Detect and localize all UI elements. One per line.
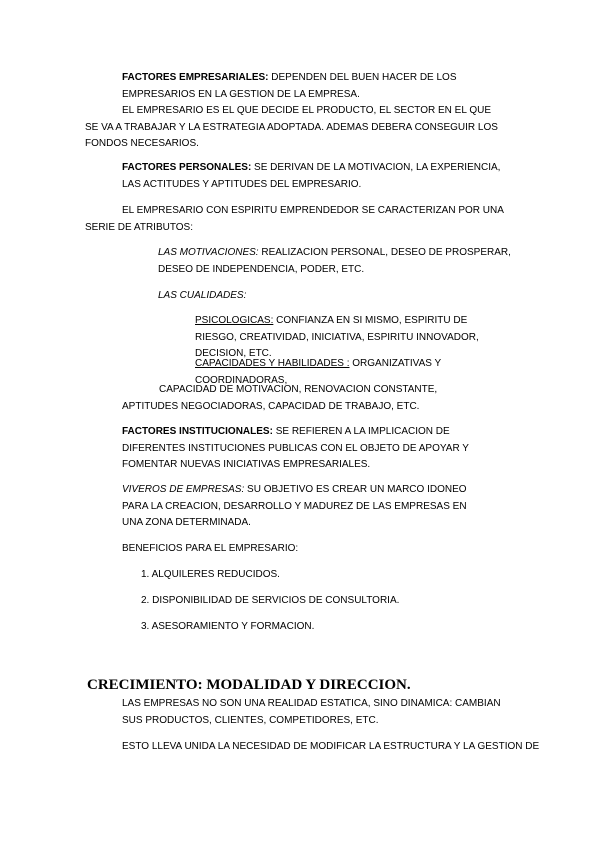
viveros-label: VIVEROS DE EMPRESAS: (122, 484, 245, 495)
factores-institucionales-paragraph (122, 424, 487, 474)
beneficios-title: BENEFICIOS PARA EL EMPRESARIO: (122, 543, 299, 554)
motivaciones-label: LAS MOTIVACIONES: (158, 247, 259, 258)
capacidades-label: CAPACIDADES Y HABILIDADES : (195, 358, 350, 369)
viveros-text: SU OBJETIVO ES CREAR UN MARCO IDONEO PARA LA CREACION, DESARROLLO Y MADUREZ DE LAS EMPRESAS EN UNA ZONA DETERMINADA. (122, 484, 467, 528)
factores-institucionales-label: FACTORES INSTITUCIONALES: (122, 426, 273, 437)
espiritu-emprendedor-paragraph: EL EMPRESARIO CON ESPIRITU EMPRENDEDOR SE CARACTERIZAN POR UNA SERIE DE ATRIBUTOS: (85, 205, 504, 233)
capacidades-text: ORGANIZATIVAS Y COORDINADORAS, (195, 358, 442, 386)
necesidad-paragraph: ESTO LLEVA UNIDA LA NECESIDAD DE MODIFICAR LA ESTRUCTURA Y LA GESTION DE (122, 741, 540, 752)
motivaciones-paragraph (158, 245, 518, 278)
factores-empresariales-text: DEPENDEN DEL BUEN HACER DE LOS EMPRESARIOS EN LA GESTION DE LA EMPRESA. (122, 72, 457, 100)
capacidad-motivacion-paragraph: CAPACIDAD DE MOTIVACION, RENOVACION CONSTANTE, APTITUDES NEGOCIADORAS, CAPACIDAD DE TRABAJO, ETC. (122, 384, 438, 412)
motivaciones-text: REALIZACION PERSONAL, DESEO DE PROSPERAR, DESEO DE INDEPENDENCIA, PODER, ETC. (158, 247, 511, 275)
empresas-dinamica-paragraph: LAS EMPRESAS NO SON UNA REALIDAD ESTATICA, SINO DINAMICA: CAMBIAN SUS PRODUCTOS, CLIENTES, COMPETIDORES, ETC. (122, 698, 501, 726)
empresario-decide-paragraph: EL EMPRESARIO ES EL QUE DECIDE EL PRODUCTO, EL SECTOR EN EL QUE SE VA A TRABAJAR Y LA ESTRATEGIA ADOPTADA. ADEMAS DEBERA CONSEGUIR LOS FONDOS NECESARIOS. (85, 105, 498, 149)
cualidades-label: LAS CUALIDADES: (158, 290, 247, 301)
list-item: 3. ASESORAMIENTO Y FORMACION. (141, 621, 315, 632)
factores-personales-label: FACTORES PERSONALES: (122, 162, 252, 173)
psicologicas-text: CONFIANZA EN SI MISMO, ESPIRITU DE RIESGO, CREATIVIDAD, INICIATIVA, ESPIRITU INNOVADOR, DECISION, ETC. (195, 315, 479, 359)
list-item: 2. DISPONIBILIDAD DE SERVICIOS DE CONSULTORIA. (141, 595, 400, 606)
beneficios-list (141, 567, 441, 636)
viveros-paragraph (122, 482, 484, 532)
factores-empresariales-paragraph (122, 70, 512, 103)
factores-institucionales-text: SE REFIEREN A LA IMPLICACION DE DIFERENTES INSTITUCIONES PUBLICAS CON EL OBJETO DE APOYAR Y FOMENTAR NUEVAS INICIATIVAS EMPRESARIALES. (122, 426, 469, 470)
factores-personales-text: SE DERIVAN DE LA MOTIVACION, LA EXPERIENCIA, LAS ACTITUDES Y APTITUDES DEL EMPRESARIO. (122, 162, 501, 190)
section-heading: CRECIMIENTO: MODALIDAD Y DIRECCION. (87, 677, 411, 693)
psicologicas-label: PSICOLOGICAS: (195, 315, 274, 326)
list-item: 1. ALQUILERES REDUCIDOS. (141, 569, 280, 580)
factores-personales-paragraph (122, 160, 502, 193)
factores-empresariales-label: FACTORES EMPRESARIALES: (122, 72, 269, 83)
